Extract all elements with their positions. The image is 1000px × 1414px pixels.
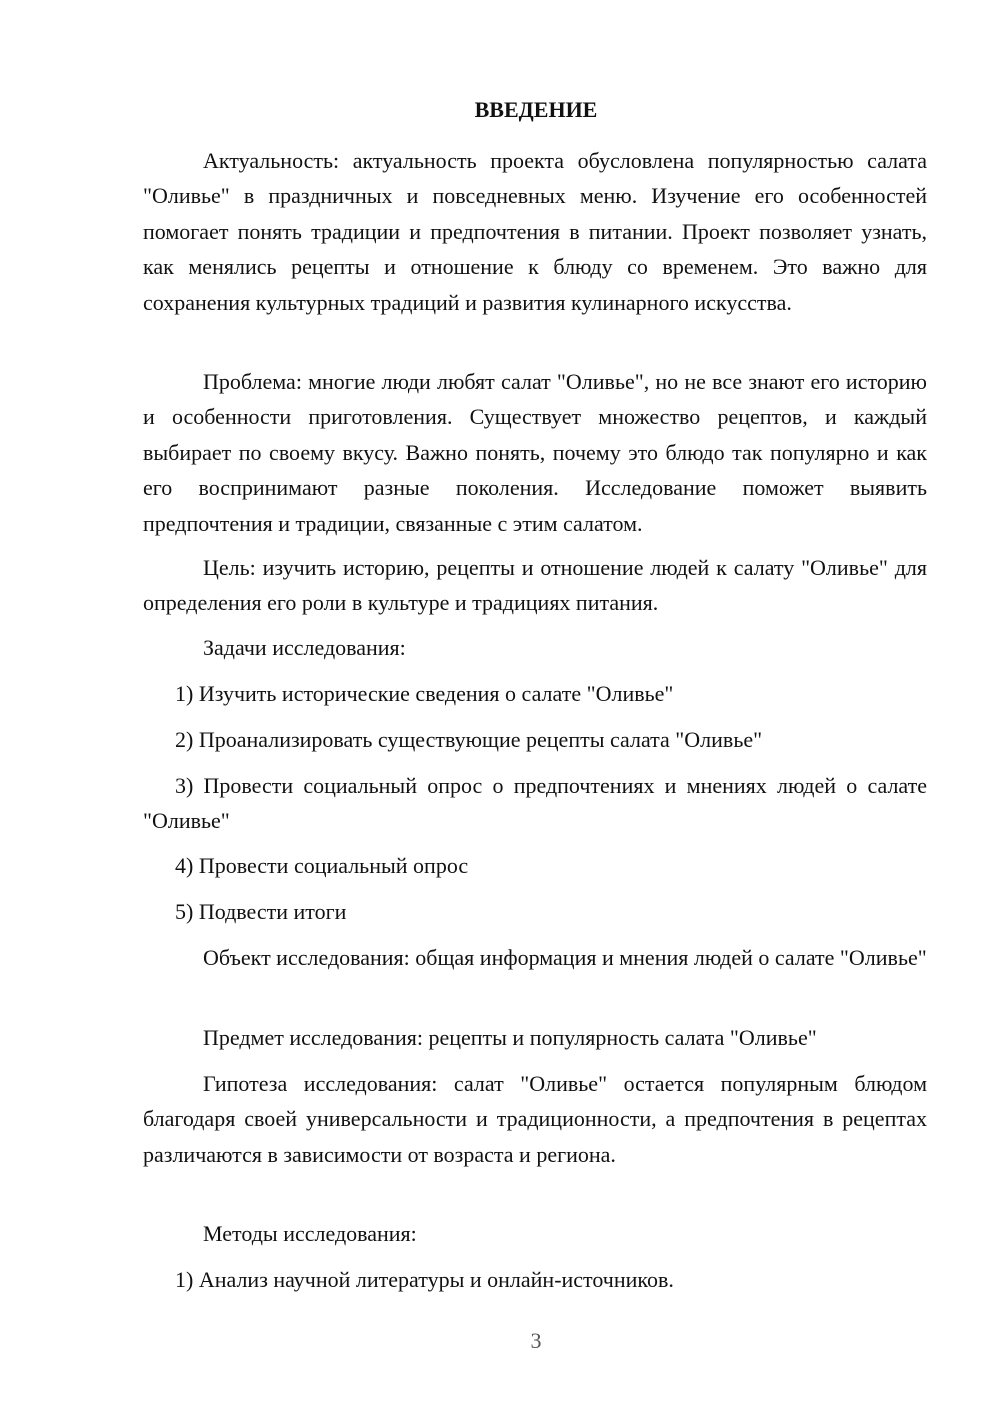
- tasks-heading: Задачи исследования:: [203, 635, 406, 660]
- hypothesis-paragraph: Гипотеза исследования: салат "Оливье" остается популярным блюдом благодаря своей универсальности и традиционности, а предпочтения в рецептах различаются в зависимости от возраста и региона.: [143, 1071, 927, 1167]
- task-item-3: 3) Провести социальный опрос о предпочтениях и мнениях людей о салате "Оливье": [143, 773, 927, 834]
- task-item-2: 2) Проанализировать существующие рецепты салата "Оливье": [175, 727, 763, 752]
- method-item-1: 1) Анализ научной литературы и онлайн-источников.: [175, 1267, 674, 1292]
- page-number: 3: [530, 1328, 542, 1353]
- section-heading: ВВЕДЕНИЕ: [474, 97, 598, 122]
- subject-paragraph: Предмет исследования: рецепты и популярность салата "Оливье": [203, 1025, 817, 1050]
- relevance-paragraph: Актуальность: актуальность проекта обусловлена популярностью салата "Оливье" в праздничных и повседневных меню. Изучение его особенностей помогает понять традиции и предпочтения в питании. Проект позволяет узнать, как менялись рецепты и отношение к блюду со временем. Это важно для сохранения культурных традиций и развития кулинарного искусства.: [143, 148, 927, 315]
- goal-paragraph: Цель: изучить историю, рецепты и отношение людей к салату "Оливье" для определения его роли в культуре и традициях питания.: [143, 555, 927, 616]
- task-item-4: 4) Провести социальный опрос: [175, 853, 469, 878]
- problem-paragraph: Проблема: многие люди любят салат "Оливье", но не все знают его историю и особенности приготовления. Существует множество рецептов, и каждый выбирает по своему вкусу. Важно понять, почему это блюдо так популярно и как его воспринимают разные поколения. Исследование поможет выявить предпочтения и традиции, связанные с этим салатом.: [143, 369, 927, 536]
- task-item-5: 5) Подвести итоги: [175, 899, 347, 924]
- object-paragraph: Объект исследования: общая информация и мнения людей о салате "Оливье": [203, 945, 927, 970]
- methods-heading: Методы исследования:: [203, 1221, 417, 1246]
- task-item-1: 1) Изучить исторические сведения о салате "Оливье": [175, 681, 674, 706]
